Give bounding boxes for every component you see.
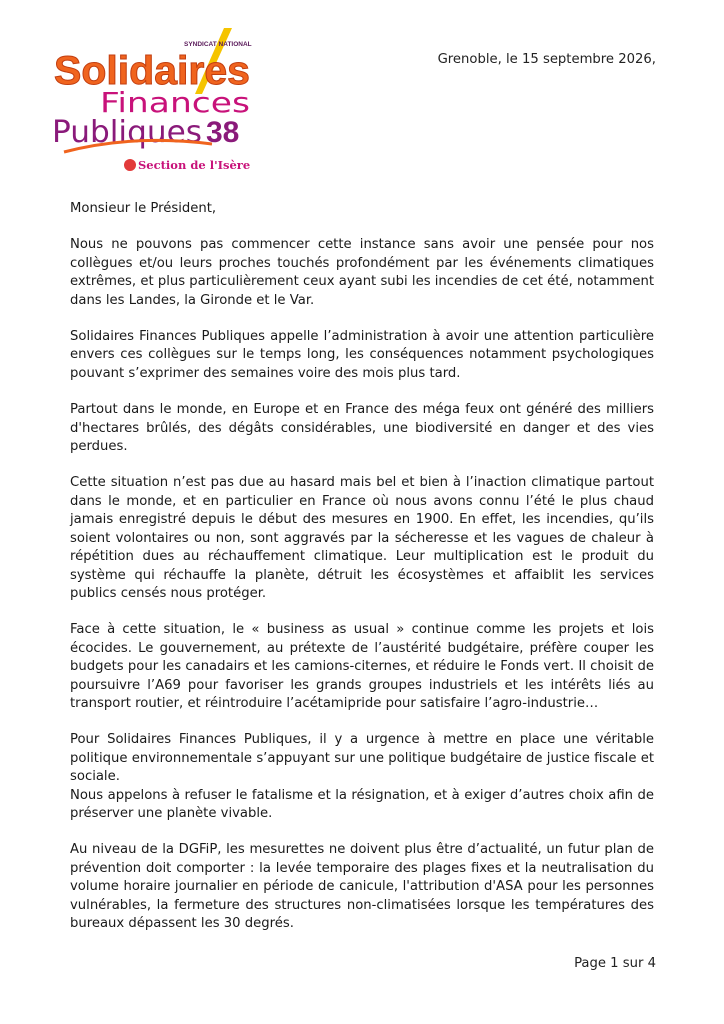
union-logo bbox=[52, 24, 262, 174]
paragraph-2: Solidaires Finances Publiques appelle l’administration à avoir une attention particulière envers ces collègues sur le temps long, les conséquences notamment psychologiques pouvant s’exprimer des semaines voire des mois plus tard. bbox=[70, 329, 654, 381]
paragraph-7: Nous appelons à refuser le fatalisme et la résignation, et à exiger d’autres choix afin de préserver une planète vivable. bbox=[70, 787, 654, 821]
salutation: Monsieur le Président, bbox=[70, 201, 217, 216]
logo-solidaires-text: Solidaires bbox=[54, 49, 250, 93]
paragraph-4: Cette situation n’est pas due au hasard mais bel et bien à l’inaction climatique partout dans le monde, et en particulier en France où nous avons connu l’été le plus chaud jamais enregistré depuis le début des mesures en 1900. En effet, les incendies, qu’ils soient volontaires ou non, sont aggravés par la sécheresse et les vagues de chaleur à répétition dues au réchauffement climatique. Leur multiplication est le produit du système qui réchauffe la planète, détruit les écosystèmes et affaiblit les services publics censés nous protéger. bbox=[70, 475, 654, 601]
logo-syndicat-text: SYNDICAT NATIONAL bbox=[184, 41, 252, 48]
paragraph-3: Partout dans le monde, en Europe et en France des méga feux ont généré des milliers d'hectares brûlés, des dégâts considérables, une biodiversité en danger et des vies perdues. bbox=[70, 402, 654, 455]
logo-section-text: Section de l'Isère bbox=[138, 158, 251, 172]
logo-number-text: 38 bbox=[206, 116, 240, 149]
letter-body bbox=[70, 200, 654, 933]
paragraph-5: Face à cette situation, le « business as usual » continue comme les projets et lois écocides. Le gouvernement, au prétexte de l’austérité budgétaire, préfère couper les budgets pour les canadairs et les camions-citernes, et réduire le Fonds vert. Il choisit de poursuivre l’A69 pour favoriser les grands groupes industriels et les intérêts liés au transport routier, et réintroduire l’acétamipride pour satisfaire l’agro-industrie… bbox=[70, 622, 654, 711]
logo-publiques-text: Publiques bbox=[52, 115, 202, 150]
paragraph-1: Nous ne pouvons pas commencer cette instance sans avoir une pensée pour nos collègues et/ou leurs proches touchés profondément par les événements climatiques extrêmes, et plus particulièrement ceux ayant subi les incendies de cet été, notamment dans les Landes, la Gironde et le Var. bbox=[70, 237, 654, 308]
logo-bullet-icon bbox=[124, 159, 136, 171]
logo-finances-text: Finances bbox=[100, 86, 250, 119]
page-number: Page 1 sur 4 bbox=[574, 956, 656, 971]
paragraph-8: Au niveau de la DGFiP, les mesurettes ne doivent plus être d’actualité, un futur plan de prévention doit comporter : la levée temporaire des plages fixes et la neutralisation du volume horaire journalier en période de canicule, l'attribution d'ASA pour les personnes vulnérables, la fermeture des structures non-climatisées lorsque les températures des bureaux dépassent les 30 degrés. bbox=[70, 842, 654, 931]
date-line: Grenoble, le 15 septembre 2026, bbox=[437, 52, 656, 67]
paragraph-6: Pour Solidaires Finances Publiques, il y a urgence à mettre en place une véritable politique environnementale s’appuyant sur une politique budgétaire de justice fiscale et sociale. bbox=[70, 732, 654, 785]
